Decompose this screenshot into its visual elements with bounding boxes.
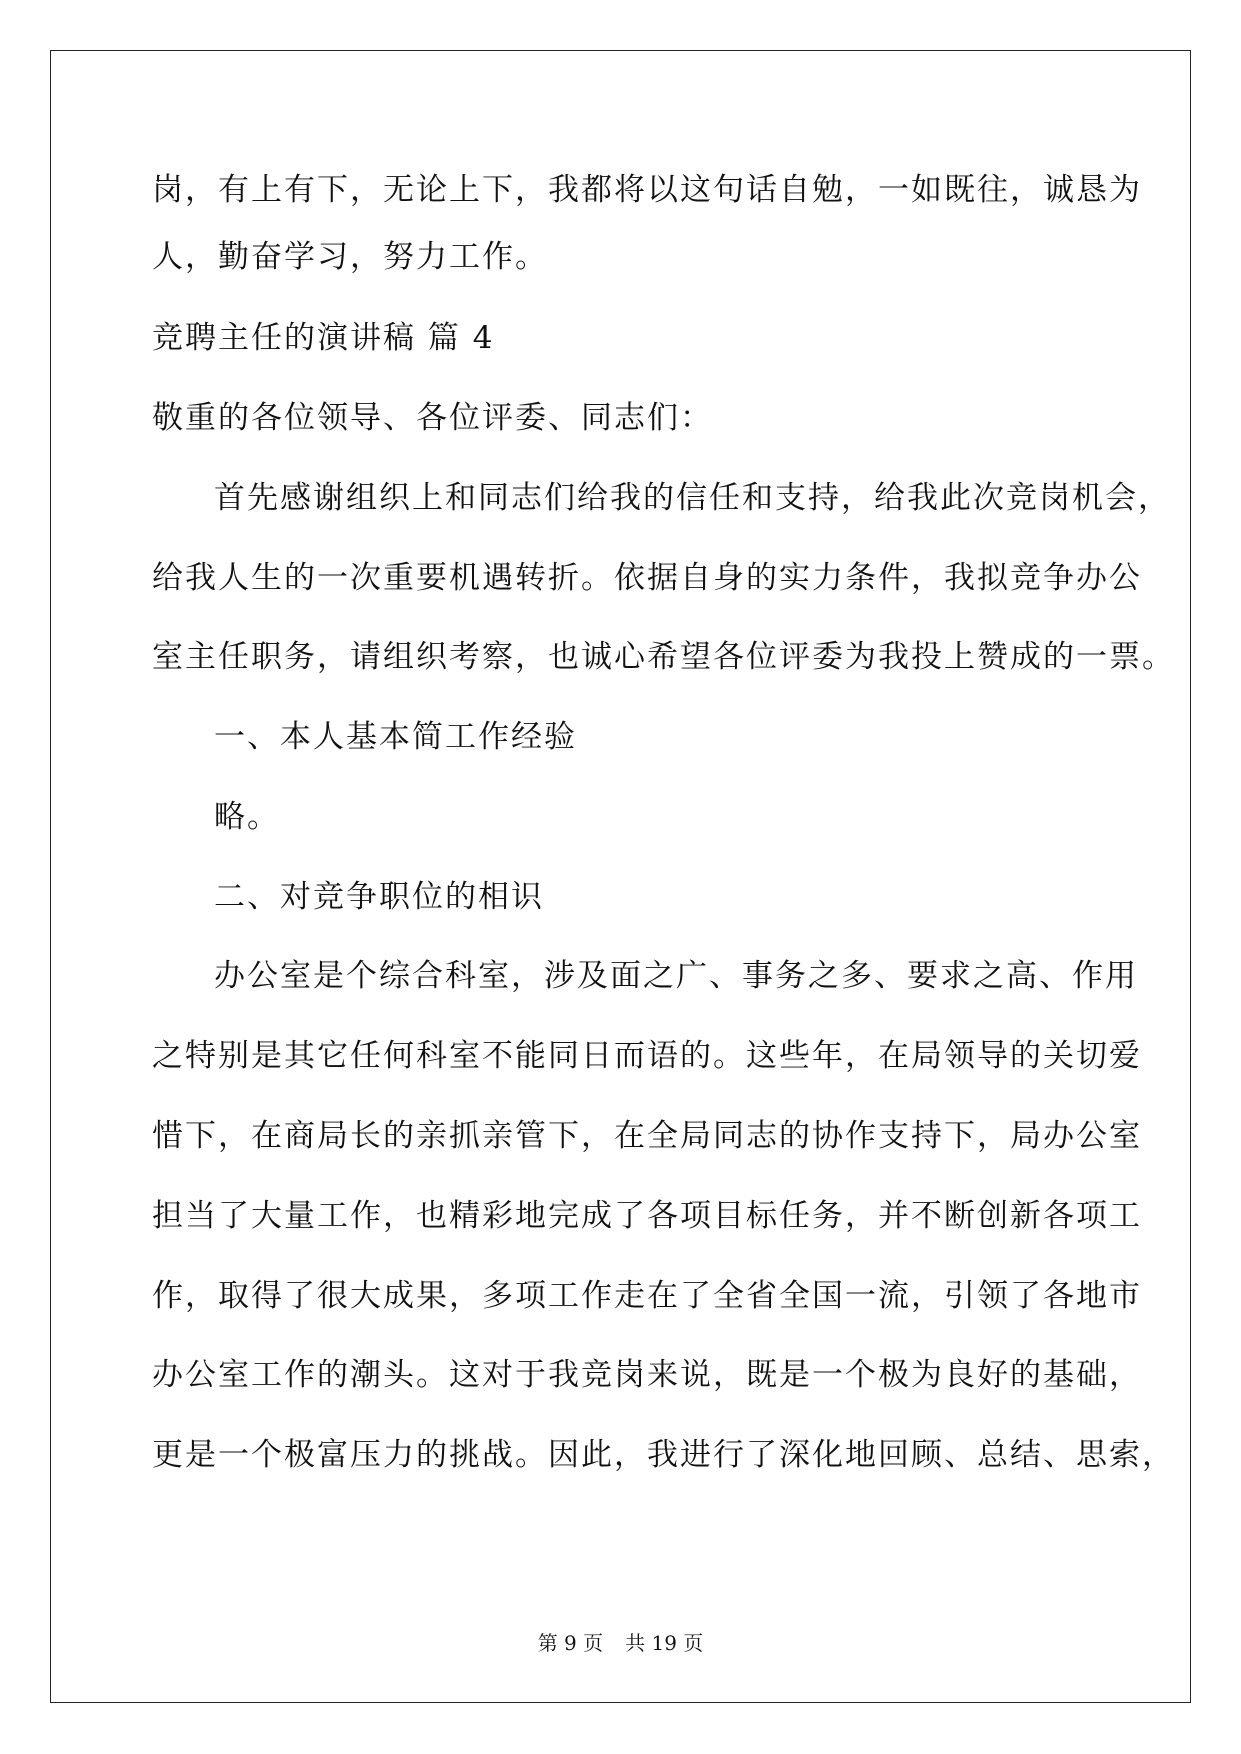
page-footer <box>0 1631 1241 1655</box>
body-line-6: 给我人生的一次重要机遇转折。依据自身的实力条件，我拟竞争办公 <box>152 560 1142 596</box>
body-line-12: 之特别是其它任何科室不能同日而语的。这些年，在局领导的关切爱 <box>152 1038 1142 1074</box>
subheading-1: 一、本人基本简工作经验 <box>214 719 577 755</box>
salutation: 敬重的各位领导、各位评委、同志们： <box>152 400 713 436</box>
page-number: 第 9 页 <box>537 1631 604 1655</box>
body-line-15: 作，取得了很大成果，多项工作走在了全省全国一流，引领了各地市 <box>152 1278 1142 1314</box>
body-line-16: 办公室工作的潮头。这对于我竞岗来说，既是一个极为良好的基础， <box>152 1357 1142 1393</box>
body-line-5: 首先感谢组织上和同志们给我的信任和支持，给我此次竞岗机会， <box>214 480 1171 516</box>
body-line-11: 办公室是个综合科室，涉及面之广、事务之多、要求之高、作用 <box>214 958 1138 994</box>
page-total: 共 19 页 <box>625 1631 704 1655</box>
body-line-17: 更是一个极富压力的挑战。因此，我进行了深化地回顾、总结、思索， <box>152 1437 1175 1473</box>
body-line-1: 岗，有上有下，无论上下，我都将以这句话自勉，一如既往，诚恳为 <box>152 172 1142 208</box>
section-heading: 竞聘主任的演讲稿 篇 4 <box>152 320 495 356</box>
body-line-9: 略。 <box>214 799 280 835</box>
subheading-2: 二、对竞争职位的相识 <box>214 879 544 915</box>
body-line-2: 人，勤奋学习，努力工作。 <box>152 239 548 275</box>
body-line-7: 室主任职务，请组织考察，也诚心希望各位评委为我投上赞成的一票。 <box>152 639 1175 675</box>
body-line-14: 担当了大量工作，也精彩地完成了各项目标任务，并不断创新各项工 <box>152 1198 1142 1234</box>
body-line-13: 惜下，在商局长的亲抓亲管下，在全局同志的协作支持下，局办公室 <box>152 1118 1142 1154</box>
